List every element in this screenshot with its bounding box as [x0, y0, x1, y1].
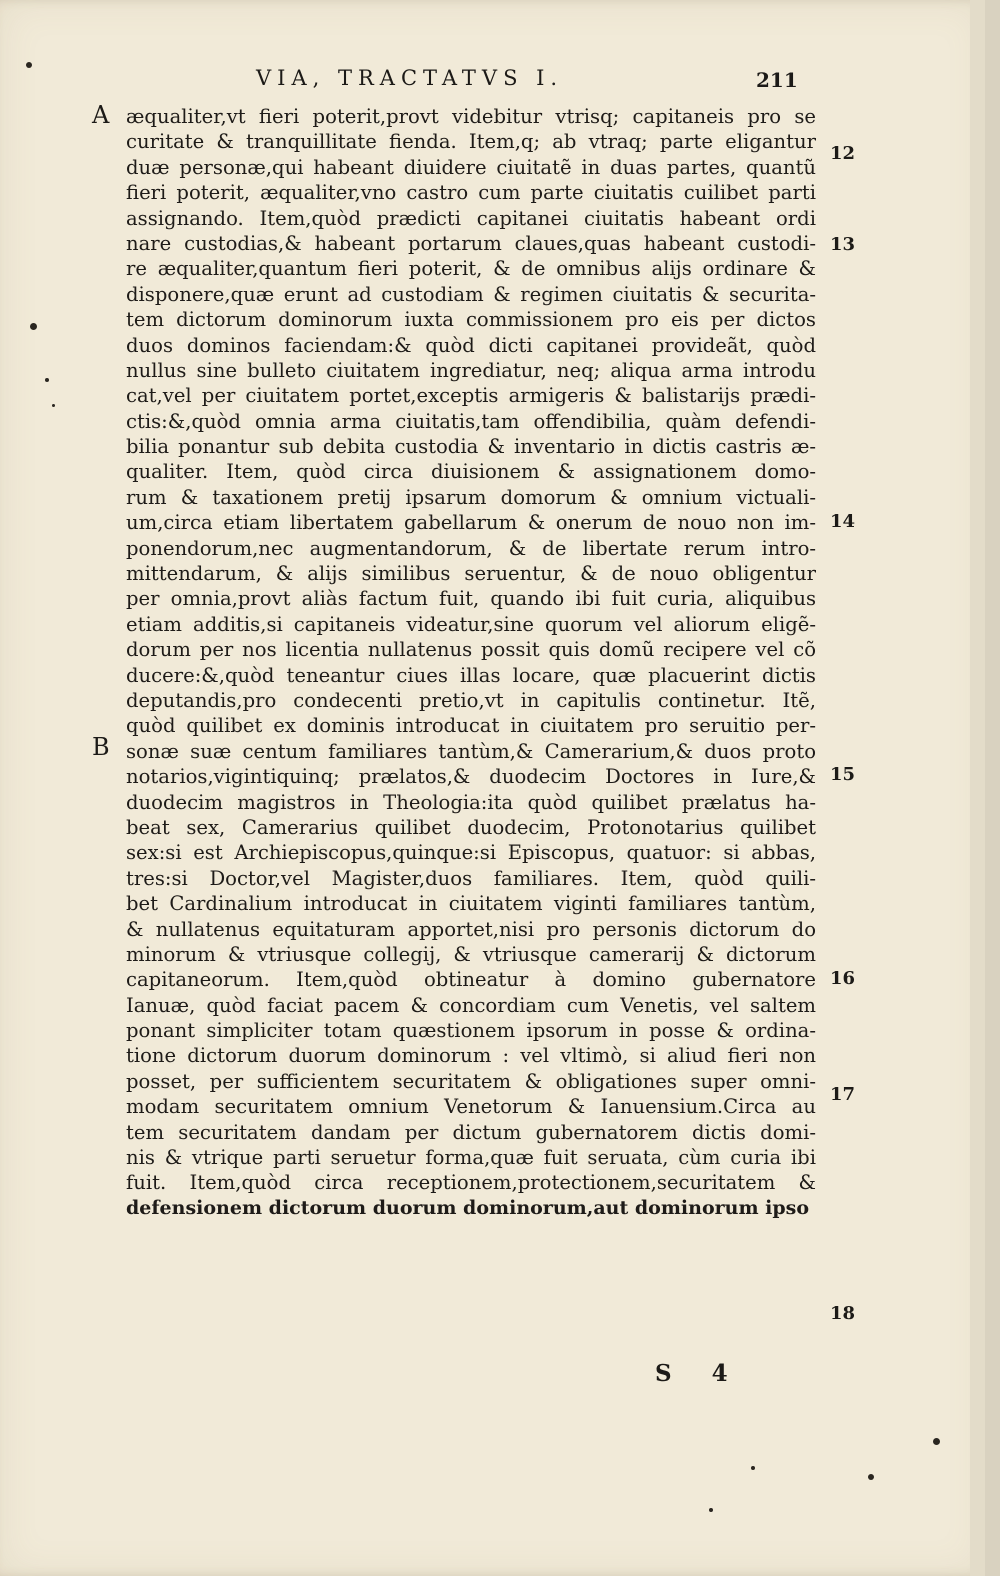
text-line: ctis:&,quòd omnia arma ciuitatis,tam offendibilia, quàm defendi-	[126, 409, 816, 433]
page-edge	[970, 0, 985, 1576]
text-line: fieri poterit, æqualiter,vno castro cum parte ciuitatis cuilibet parti	[126, 181, 816, 205]
running-title: VIA, TRACTATVS I.	[256, 66, 564, 90]
folio-number: 211	[756, 68, 798, 92]
text-line: cat,vel per ciuitatem portet,exceptis armigeris & balistarijs prædi-	[126, 384, 816, 408]
text-line: minorum & vtriusque collegij, & vtriusque camerarij & dictorum	[126, 942, 816, 966]
text-line: posset, per sufficientem securitatem & obligationes super omni-	[126, 1069, 816, 1093]
running-head	[0, 66, 985, 100]
ink-speck	[751, 1466, 755, 1470]
text-line: mittendarum, & alijs similibus seruentur, & de nouo obligentur	[126, 562, 816, 586]
text-line: per omnia,provt aliàs factum fuit, quando ibi fuit curia, aliquibus	[126, 587, 816, 611]
text-line: etiam additis,si capitaneis videatur,sine quorum vel aliorum eligẽ-	[126, 612, 816, 636]
text-line: dorum per nos licentia nullatenus possit quis domũ recipere vel cõ	[126, 638, 816, 662]
ink-speck	[45, 378, 49, 382]
text-line: assignando. Item,quòd prædicti capitanei ciuitatis habeant ordi	[126, 206, 816, 230]
text-line: disponere,quæ erunt ad custodiam & regimen ciuitatis & securita-	[126, 282, 816, 306]
body-text	[126, 104, 816, 1221]
ink-speck	[709, 1508, 713, 1512]
text-line: bet Cardinalium introducat in ciuitatem viginti familiares tantùm,	[126, 892, 816, 916]
margin-number-18: 18	[830, 1303, 856, 1324]
text-line: ponant simpliciter totam quæstionem ipsorum in posse & ordina-	[126, 1019, 816, 1043]
ink-speck	[868, 1474, 874, 1480]
margin-number-12: 12	[830, 143, 856, 164]
text-line: ponendorum,nec augmentandorum, & de libertate rerum intro-	[126, 536, 816, 560]
text-line: quòd quilibet ex dominis introducat in ciuitatem pro seruitio per-	[126, 714, 816, 738]
text-line: tem securitatem dandam per dictum gubernatorem dictis domi-	[126, 1120, 816, 1144]
text-line: & nullatenus equitaturam apportet,nisi pro personis dictorum do	[126, 917, 816, 941]
text-line: ducere:&,quòd teneantur ciues illas locare, quæ placuerint dictis	[126, 663, 816, 687]
text-line: bilia ponantur sub debita custodia & inventario in dictis castris æ-	[126, 435, 816, 459]
text-line: um,circa etiam libertatem gabellarum & onerum de nouo non im-	[126, 511, 816, 535]
text-line: tem dictorum dominorum iuxta commissionem pro eis per dictos	[126, 308, 816, 332]
ink-speck	[933, 1438, 940, 1445]
text-line: tione dictorum duorum dominorum : vel vltimò, si aliud fieri non	[126, 1044, 816, 1068]
margin-number-13: 13	[830, 234, 856, 255]
text-line: duodecim magistros in Theologia:ita quòd quilibet prælatus ha-	[126, 790, 816, 814]
text-line: Ianuæ, quòd faciat pacem & concordiam cum Venetis, vel saltem	[126, 993, 816, 1017]
ink-speck	[30, 323, 37, 330]
text-line: duos dominos faciendam:& quòd dicti capitanei provideãt, quòd	[126, 333, 816, 357]
text-line: notarios,vigintiquinq; prælatos,& duodecim Doctores in Iure,&	[126, 765, 816, 789]
text-line: deputandis,pro condecenti pretio,vt in capitulis continetur. Itẽ,	[126, 688, 816, 712]
margin-number-14: 14	[830, 511, 856, 532]
margin-letter-b: B	[92, 733, 110, 761]
margin-number-15: 15	[830, 764, 856, 785]
signature-mark: S 4	[655, 1360, 744, 1387]
text-line: duæ personæ,qui habeant diuidere ciuitatẽ in duas partes, quantũ	[126, 155, 816, 179]
margin-number-16: 16	[830, 968, 856, 989]
text-line: capitaneorum. Item,quòd obtineatur à domino gubernatore	[126, 968, 816, 992]
text-line: beat sex, Camerarius quilibet duodecim, Protonotarius quilibet	[126, 815, 816, 839]
margin-letter-a: A	[92, 101, 110, 129]
text-line: re æqualiter,quantum fieri poterit, & de omnibus alijs ordinare &	[126, 257, 816, 281]
text-line: sonæ suæ centum familiares tantùm,& Camerarium,& duos proto	[126, 739, 816, 763]
ink-speck	[52, 404, 55, 407]
text-line: qualiter. Item, quòd circa diuisionem & assignationem domo-	[126, 460, 816, 484]
text-line: curitate & tranquillitate fienda. Item,q; ab vtraq; parte eligantur	[126, 130, 816, 154]
text-line: tres:si Doctor,vel Magister,duos familiares. Item, quòd quili-	[126, 866, 816, 890]
text-line: sex:si est Archiepiscopus,quinque:si Episcopus, quatuor: si abbas,	[126, 841, 816, 865]
text-line: fuit. Item,quòd circa receptionem,protectionem,securitatem &	[126, 1171, 816, 1195]
text-line: nare custodias,& habeant portarum claues,quas habeant custodi-	[126, 231, 816, 255]
text-line: æqualiter,vt fieri poterit,provt videbitur vtrisq; capitaneis pro se	[126, 105, 816, 128]
text-line: nis & vtrique parti seruetur forma,quæ fuit seruata, cùm curia ibi	[126, 1146, 816, 1170]
text-line: defensionem dictorum duorum dominorum,aut dominorum ipso	[126, 1196, 810, 1219]
text-line: modam securitatem omnium Venetorum & Ianuensium.Circa au	[126, 1095, 816, 1119]
text-line: rum & taxationem pretij ipsarum domorum & omnium victuali-	[126, 485, 816, 509]
text-line: nullus sine bulleto ciuitatem ingrediatur, neq; aliqua arma introdu	[126, 358, 816, 382]
margin-number-17: 17	[830, 1084, 856, 1105]
ink-speck	[26, 62, 32, 68]
